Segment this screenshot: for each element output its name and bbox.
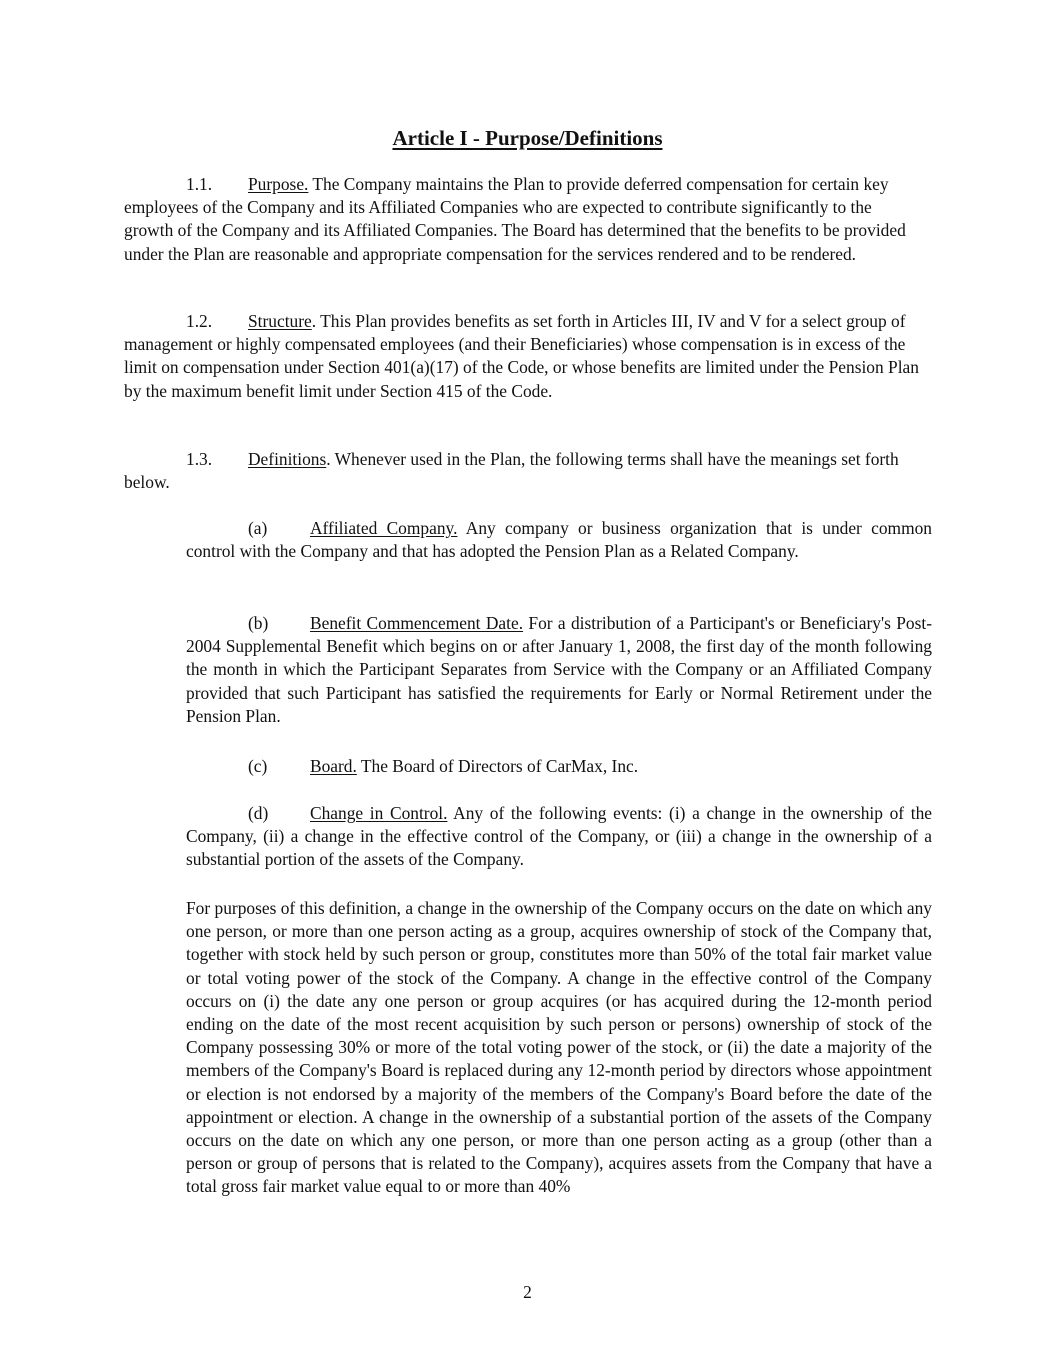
definition-term: Benefit Commencement Date. [310, 613, 524, 633]
definition-text: For a distribution of a Participant's or Beneficiary's Post-2004 Supplemental Benefit which begins on or after January 1, 2008, the first day of the month following the month in which the Participant Separates from Service with the Company or an Affiliated Company provided that such Participant has satisfied the requirements for Early or Normal Retirement under the Pension Plan. [186, 613, 932, 726]
definition-term: Change in Control. [310, 803, 448, 823]
section-heading: Structure [248, 311, 312, 331]
section-number: 1.1. [186, 174, 213, 194]
definition-letter: (d) [248, 803, 269, 823]
page-number: 2 [523, 1282, 532, 1302]
definition-text: Any company or business organization that is under common control with the Company and that has adopted the Pension Plan as a Related Company. [186, 518, 933, 562]
definition-text: Any of the following events: (i) a change in the ownership of the Company, (ii) a change in the effective control of the Company, or (iii) a change in the ownership of a substantial portion of the assets of the Company. [186, 803, 932, 870]
section-1-3 [124, 448, 924, 494]
section-number: 1.3. [186, 449, 213, 469]
section-heading: Purpose. [248, 174, 309, 194]
section-text: The Company maintains the Plan to provide deferred compensation for certain key employees of the Company and its Affiliated Companies who are expected to contribute significantly to the growth of the Company and its Affiliated Companies. The Board has determined that the benefits to be provided under the Plan are reasonable and appropriate compensation for the services rendered and to be rendered. [124, 174, 906, 264]
definition-letter: (c) [248, 756, 268, 776]
definition-b [186, 612, 932, 728]
section-text: . Whenever used in the Plan, the following terms shall have the meanings set forth below. [124, 449, 899, 493]
definition-letter: (a) [248, 518, 268, 538]
section-text: . This Plan provides benefits as set forth in Articles III, IV and V for a select group of management or highly compensated employees (and their Beneficiaries) whose compensation is in excess of the limit on compensation under Section 401(a)(17) of the Code, or whose benefits are limited under the Pension Plan by the maximum benefit limit under Section 415 of the Code. [124, 311, 919, 401]
section-1-2 [124, 310, 924, 403]
definition-a [186, 517, 932, 563]
definition-term: Board. [310, 756, 357, 776]
section-1-1 [124, 173, 924, 266]
definition-term: Affiliated Company. [310, 518, 458, 538]
change-in-control-details: For purposes of this definition, a change in the ownership of the Company occurs on the date on which any one person, or more than one person acting as a group, acquires ownership of stock of the Company that, together with stock held by such person or group, constitutes more than 50% of the total fair market value or total voting power of the stock of the Company. A change in the effective control of the Company occurs on (i) the date any one person or group acquires (or has acquired during the 12-month period ending on the date of the most recent acquisition by such person or persons) ownership of stock of the Company possessing 30% or more of the total voting power of the stock, or (ii) the date a majority of the members of the Company's Board is replaced during any 12-month period by directors whose appointment or election is not endorsed by a majority of the members of the Company's Board before the date of the appointment or election. A change in the ownership of a substantial portion of the assets of the Company occurs on the date on which any one person, or more than one person acting as a group (other than a person or group of persons that is related to the Company), acquires assets from the Company that have a total gross fair market value equal to or more than 40% [186, 898, 932, 1197]
definition-text: The Board of Directors of CarMax, Inc. [356, 756, 639, 776]
section-heading: Definitions [248, 449, 327, 469]
definition-letter: (b) [248, 613, 269, 633]
definition-d [186, 802, 932, 872]
definition-c [186, 755, 932, 778]
article-title: Article I - Purpose/Definitions [392, 126, 663, 150]
section-number: 1.2. [186, 311, 213, 331]
